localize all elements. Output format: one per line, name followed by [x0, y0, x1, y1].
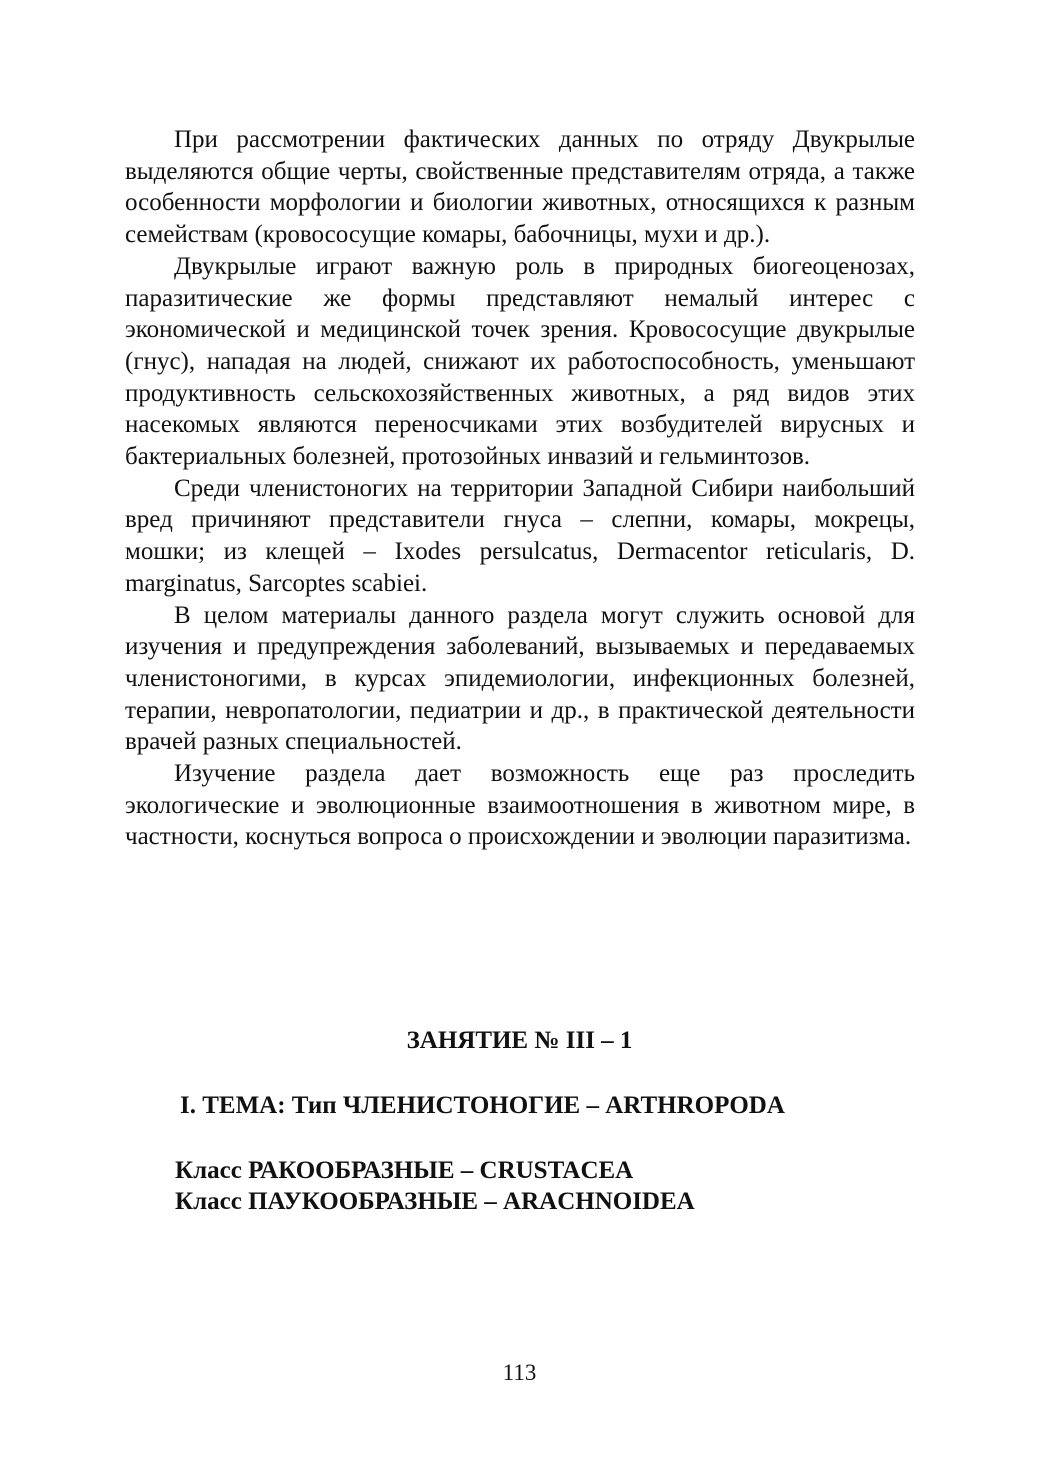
- body-text: [125, 124, 915, 853]
- paragraph-diptera-importance: Двукрылые играют важную роль в природных биогеоценозах, паразитические же формы представляют немалый интерес с экономической и медицинской точек зрения. Кровососущие двукрылые (гнус), нападая на людей, снижают их работоспособность, уменьшают продуктивность сельскохозяйственных животных, а ряд видов этих насекомых являются переносчиками этих возбудителей вирусных и бактериальных болезней, протозойных инвазий и гельминтозов.: [125, 252, 915, 471]
- paragraph-section-materials: В целом материалы данного раздела могут служить основой для изучения и предупреждения заболеваний, вызываемых и передаваемых членистоногими, в курсах эпидемиологии, инфекционных болезней, терапии, невропатологии, педиатрии и др., в практической деятельности врачей разных специальностей.: [125, 601, 915, 756]
- page-number: 113: [502, 1360, 537, 1385]
- paragraph-diptera-overview: При рассмотрении фактических данных по отряду Двукрылые выделяются общие черты, свойственные представителям отряда, а также особенности морфологии и биологии животных, относящихся к разным семействам (кровососущие комары, бабочницы, мухи и др.).: [125, 126, 915, 249]
- paragraph-section-study: Изучение раздела дает возможность еще раз проследить экологические и эволюционные взаимоотношения в животном мире, в частности, коснуться вопроса о происхождении и эволюции паразитизма.: [125, 760, 915, 851]
- topic-title: I. ТЕМА: Тип ЧЛЕНИСТОНОГИЕ – ARTHROPODA: [180, 1092, 785, 1119]
- lesson-title: ЗАНЯТИЕ № III – 1: [406, 1027, 633, 1054]
- class-crustacea-heading: Класс РАКООБРАЗНЫЕ – CRUSTACEA: [175, 1157, 634, 1184]
- paragraph-west-siberia: Среди членистоногих на территории Западной Сибири наибольший вред причиняют представители гнуса – слепни, комары, мокрецы, мошки; из клещей – Ixodes persulcatus, Dermacentor reticularis, D. marginatus, Sarcoptes scabiei.: [125, 474, 915, 597]
- class-arachnoidea-heading: Класс ПАУКООБРАЗНЫЕ – ARACHNOIDEA: [175, 1188, 695, 1215]
